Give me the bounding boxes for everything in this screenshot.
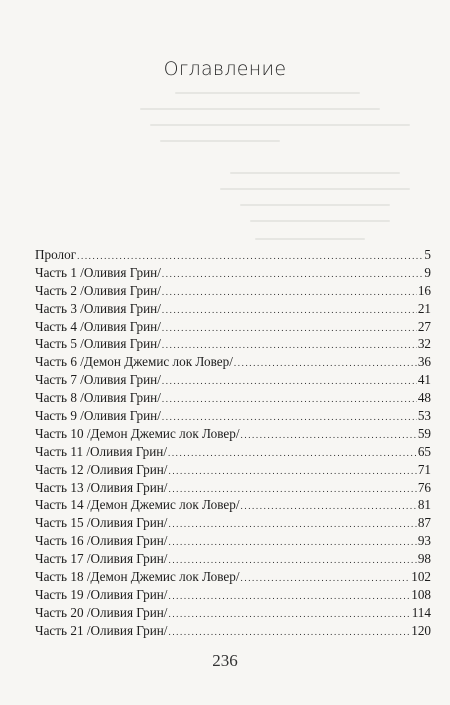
toc-entry-label: Часть 4 /Оливия Грин/ <box>35 318 161 334</box>
toc-entry[interactable] <box>35 389 431 407</box>
toc-entry[interactable] <box>35 246 431 264</box>
toc-entry-label: Часть 21 /Оливия Грин/ <box>35 622 168 638</box>
toc-entry[interactable] <box>35 300 431 318</box>
dot-leader <box>168 588 410 606</box>
toc-entry-page: 102 <box>411 569 431 585</box>
toc-entry[interactable] <box>35 550 431 568</box>
dot-leader <box>168 534 416 552</box>
toc-entry-page: 65 <box>417 443 431 459</box>
dot-leader <box>162 391 417 409</box>
dot-leader <box>162 266 424 284</box>
table-of-contents <box>35 246 431 640</box>
bleed-through-line <box>140 108 380 110</box>
dot-leader <box>162 284 417 302</box>
toc-entry[interactable] <box>35 443 431 461</box>
toc-entry-page: 32 <box>417 336 431 352</box>
bleed-through-line <box>230 172 400 174</box>
bleed-through-line <box>255 238 365 240</box>
bleed-through-line <box>150 124 410 126</box>
toc-entry-page: 27 <box>417 318 431 334</box>
toc-entry-page: 5 <box>424 247 431 262</box>
toc-entry-page: 53 <box>417 408 431 424</box>
toc-entry-label: Часть 9 /Оливия Грин/ <box>35 408 161 424</box>
toc-entry-label: Часть 5 /Оливия Грин/ <box>35 336 161 352</box>
toc-entry-page: 98 <box>417 551 431 567</box>
toc-entry-label: Часть 19 /Оливия Грин/ <box>35 586 168 602</box>
toc-entry[interactable] <box>35 335 431 353</box>
toc-entry-page: 21 <box>417 300 431 316</box>
toc-entry[interactable] <box>35 461 431 479</box>
toc-entry-label: Часть 14 /Демон Джемис лок Ловер/ <box>35 497 240 513</box>
toc-entry-page: 9 <box>424 264 431 280</box>
toc-entry-label: Часть 8 /Оливия Грин/ <box>35 390 161 406</box>
toc-entry-page: 81 <box>417 497 431 513</box>
dot-leader <box>168 516 416 534</box>
toc-entry-page: 120 <box>411 622 431 638</box>
dot-leader <box>241 427 417 445</box>
toc-entry-label: Часть 20 /Оливия Грин/ <box>35 604 168 620</box>
toc-entry[interactable] <box>35 479 431 497</box>
toc-entry-label: Часть 2 /Оливия Грин/ <box>35 282 161 298</box>
dot-leader <box>241 498 417 516</box>
toc-entry-page: 36 <box>417 354 431 370</box>
toc-entry[interactable] <box>35 353 431 371</box>
toc-entry[interactable] <box>35 282 431 300</box>
toc-entry-page: 108 <box>411 586 431 602</box>
toc-entry-label: Часть 18 /Демон Джемис лок Ловер/ <box>35 569 240 585</box>
toc-entry[interactable] <box>35 532 431 550</box>
toc-entry-label: Часть 15 /Оливия Грин/ <box>35 515 168 531</box>
toc-entry[interactable] <box>35 264 431 282</box>
toc-entry-page: 48 <box>417 390 431 406</box>
dot-leader <box>168 445 417 463</box>
toc-entry-label: Часть 7 /Оливия Грин/ <box>35 372 161 388</box>
page-number: 236 <box>212 651 238 670</box>
toc-entry-label: Часть 10 /Демон Джемис лок Ловер/ <box>35 425 240 441</box>
toc-entry-label: Часть 6 /Демон Джемис лок Ловер/ <box>35 354 233 370</box>
bleed-through-line <box>250 220 390 222</box>
toc-entry[interactable] <box>35 586 431 604</box>
toc-entry-label: Часть 12 /Оливия Грин/ <box>35 461 168 477</box>
toc-entry-page: 16 <box>417 282 431 298</box>
dot-leader <box>162 302 417 320</box>
toc-entry-label: Пролог <box>35 247 77 262</box>
toc-entry[interactable] <box>35 568 431 586</box>
bleed-through-line <box>220 188 410 190</box>
dot-leader <box>241 570 411 588</box>
toc-entry-page: 114 <box>411 604 431 620</box>
toc-entry-label: Часть 16 /Оливия Грин/ <box>35 533 168 549</box>
toc-entry-page: 71 <box>417 461 431 477</box>
dot-leader <box>162 373 417 391</box>
toc-entry[interactable] <box>35 425 431 443</box>
toc-entry[interactable] <box>35 371 431 389</box>
toc-entry-page: 93 <box>417 533 431 549</box>
toc-entry-page: 41 <box>417 372 431 388</box>
dot-leader <box>168 624 410 642</box>
dot-leader <box>168 606 410 624</box>
toc-entry-label: Часть 11 /Оливия Грин/ <box>35 443 167 459</box>
toc-entry[interactable] <box>35 407 431 425</box>
toc-entry-label: Часть 17 /Оливия Грин/ <box>35 551 168 567</box>
toc-entry-label: Часть 1 /Оливия Грин/ <box>35 264 161 280</box>
bleed-through-line <box>175 92 360 94</box>
toc-entry-page: 59 <box>417 425 431 441</box>
toc-entry[interactable] <box>35 604 431 622</box>
toc-entry[interactable] <box>35 318 431 336</box>
dot-leader <box>162 320 417 338</box>
toc-title: Оглавление <box>163 58 287 80</box>
bleed-through-line <box>240 204 390 206</box>
toc-entry[interactable] <box>35 514 431 532</box>
bleed-through-line <box>160 140 280 142</box>
toc-entry-label: Часть 3 /Оливия Грин/ <box>35 300 161 316</box>
toc-entry[interactable] <box>35 496 431 514</box>
toc-entry-page: 76 <box>417 479 431 495</box>
dot-leader <box>168 463 416 481</box>
dot-leader <box>234 355 417 373</box>
toc-entry-label: Часть 13 /Оливия Грин/ <box>35 479 168 495</box>
toc-entry[interactable] <box>35 622 431 640</box>
toc-entry-page: 87 <box>417 515 431 531</box>
